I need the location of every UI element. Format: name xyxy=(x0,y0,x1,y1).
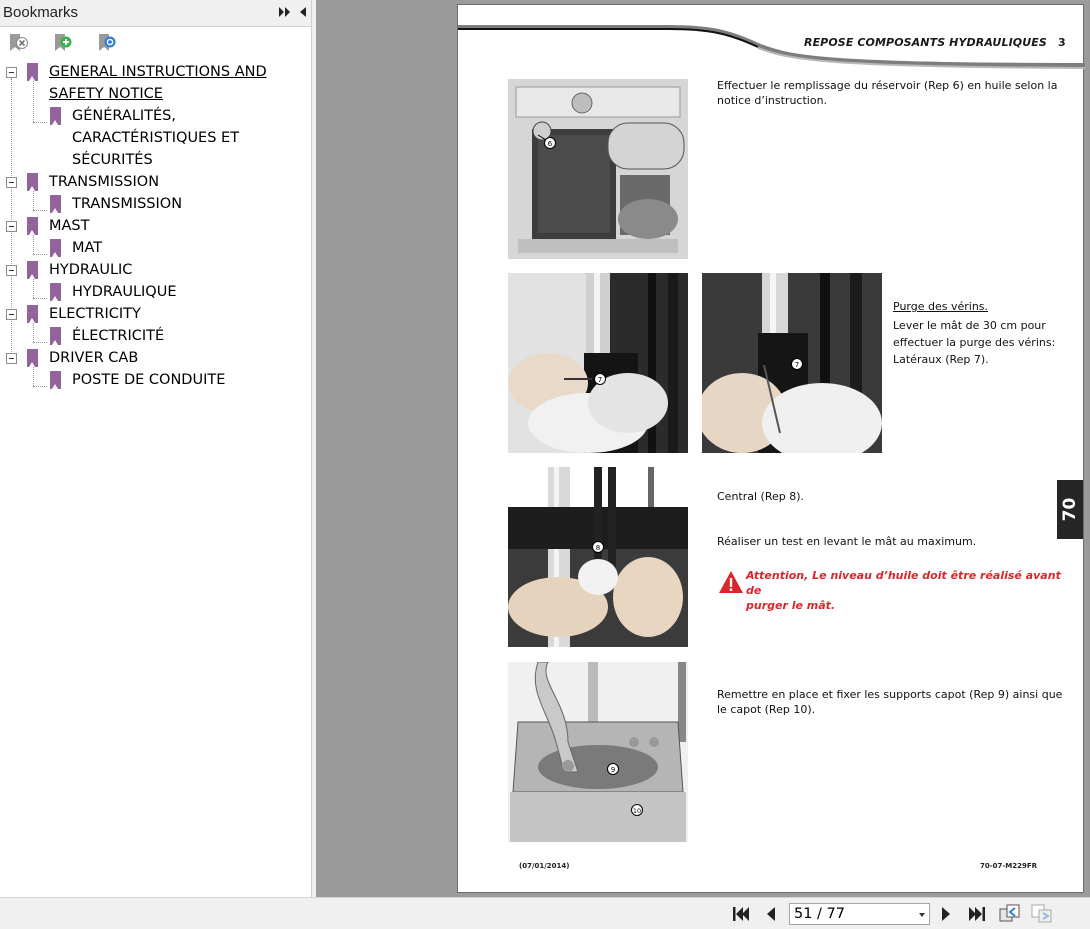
next-view-icon[interactable] xyxy=(1031,904,1053,924)
bookmark-flag-icon[interactable] xyxy=(27,305,38,323)
bookmark-item-driver-cab[interactable] xyxy=(0,347,311,369)
collapse-toggle-icon[interactable] xyxy=(6,309,17,320)
document-view[interactable] xyxy=(316,0,1090,897)
warning-text xyxy=(746,568,1066,613)
bookmark-flag-icon[interactable] xyxy=(27,261,38,279)
bookmarks-toolbar xyxy=(0,27,311,61)
bookmark-label[interactable]: DRIVER CAB xyxy=(49,350,139,366)
text-line: purger le mât. xyxy=(746,599,836,612)
bookmarks-panel xyxy=(0,0,312,897)
previous-page-icon[interactable] xyxy=(761,904,781,924)
text-line: effectuer la purge des vérins: xyxy=(893,336,1056,349)
bookmark-label[interactable]: POSTE DE CONDUITE xyxy=(72,372,226,388)
bookmark-label[interactable]: GÉNÉRALITÉS, xyxy=(72,108,176,124)
bookmark-item-electricite[interactable] xyxy=(0,325,311,347)
bookmark-item-hydraulic[interactable] xyxy=(0,259,311,281)
text-line: Effectuer le remplissage du réservoir (Rep 6) en huile selon la xyxy=(717,79,1058,92)
previous-view-icon[interactable] xyxy=(999,904,1021,924)
bookmark-item-mast[interactable] xyxy=(0,215,311,237)
step4-text xyxy=(717,687,1077,717)
bookmark-flag-icon[interactable] xyxy=(50,195,61,213)
callout-7b: 7 xyxy=(794,361,800,369)
step2-text xyxy=(893,317,1073,368)
bookmark-flag-icon[interactable] xyxy=(50,239,61,257)
callout-9: 9 xyxy=(610,766,616,774)
pdf-page xyxy=(457,4,1084,893)
bookmark-label[interactable]: CARACTÉRISTIQUES ET xyxy=(72,130,240,146)
text-line: Remettre en place et fixer les supports capot (Rep 9) ainsi que xyxy=(717,688,1063,701)
photo-reservoir xyxy=(508,79,688,259)
bookmarks-header xyxy=(0,0,311,27)
bookmark-item-mat[interactable] xyxy=(0,237,311,259)
bookmark-flag-icon[interactable] xyxy=(27,173,38,191)
footer-date: (07/01/2014) xyxy=(519,862,570,870)
step1-text xyxy=(717,78,1077,108)
purge-heading: Purge des vérins. xyxy=(893,300,989,313)
bookmark-label[interactable]: SAFETY NOTICE xyxy=(49,86,163,102)
bookmark-item-general-instructions[interactable] xyxy=(0,61,311,102)
bookmark-label[interactable]: TRANSMISSION xyxy=(72,196,183,212)
chapter-tab xyxy=(1057,480,1083,539)
callout-7: 7 xyxy=(597,376,603,384)
add-bookmark-icon[interactable] xyxy=(52,32,74,54)
callout-6: 6 xyxy=(547,140,553,148)
bookmark-item-transmission-fr[interactable] xyxy=(0,193,311,215)
last-page-icon[interactable] xyxy=(967,904,987,924)
callout-10: 10 xyxy=(632,807,642,815)
collapse-panel-icon[interactable] xyxy=(295,4,311,20)
first-page-icon[interactable] xyxy=(731,904,751,924)
text-line: le capot (Rep 10). xyxy=(717,703,816,716)
bookmark-label[interactable]: SÉCURITÉS xyxy=(72,152,153,168)
callout-8: 8 xyxy=(595,544,601,552)
bookmark-label[interactable]: MAT xyxy=(72,240,103,256)
step3-text-central: Central (Rep 8). xyxy=(717,490,805,503)
bookmark-flag-icon[interactable] xyxy=(27,63,38,81)
text-line: Latéraux (Rep 7). xyxy=(893,353,989,366)
bookmark-flag-icon[interactable] xyxy=(50,371,61,389)
collapse-toggle-icon[interactable] xyxy=(6,221,17,232)
collapse-toggle-icon[interactable] xyxy=(6,67,17,78)
bookmark-flag-icon[interactable] xyxy=(50,283,61,301)
next-page-icon[interactable] xyxy=(936,904,956,924)
photo-purge-right xyxy=(702,273,882,453)
bookmarks-title: Bookmarks xyxy=(3,4,79,21)
warning-icon xyxy=(718,570,744,594)
footer-reference: 70-07-M229FR xyxy=(980,862,1038,870)
page-number-field[interactable] xyxy=(789,903,930,925)
bookmark-item-transmission[interactable] xyxy=(0,171,311,193)
bookmark-item-electricity[interactable] xyxy=(0,303,311,325)
photo-purge-left xyxy=(508,273,688,453)
bookmark-flag-icon[interactable] xyxy=(27,349,38,367)
collapse-toggle-icon[interactable] xyxy=(6,177,17,188)
collapse-toggle-icon[interactable] xyxy=(6,353,17,364)
photo-central-purge xyxy=(508,467,688,647)
collapse-toggle-icon[interactable] xyxy=(6,265,17,276)
text-line: notice d’instruction. xyxy=(717,94,828,107)
page-number: 3 xyxy=(1058,36,1066,49)
bookmark-flag-icon[interactable] xyxy=(50,107,61,125)
step3-text-test: Réaliser un test en levant le mât au maximum. xyxy=(717,535,977,548)
page-section-title: REPOSE COMPOSANTS HYDRAULIQUES xyxy=(804,36,1047,49)
bookmark-flag-icon[interactable] xyxy=(50,327,61,345)
bookmark-item-generalites[interactable] xyxy=(0,105,311,168)
bookmark-item-hydraulique[interactable] xyxy=(0,281,311,303)
text-line: Attention, Le niveau d’huile doit être réalisé avant de xyxy=(746,569,1061,597)
navigation-bar xyxy=(0,897,1090,929)
bookmark-label[interactable]: HYDRAULIQUE xyxy=(72,284,177,300)
page-indicator: 51 / 77 xyxy=(794,906,846,922)
bookmark-label[interactable]: ELECTRICITY xyxy=(49,306,141,322)
chevron-down-icon[interactable] xyxy=(919,913,925,917)
chapter-number: 70 xyxy=(1060,497,1080,522)
photo-hood xyxy=(508,662,688,842)
bookmark-label[interactable]: HYDRAULIC xyxy=(49,262,133,278)
bookmark-label[interactable]: TRANSMISSION xyxy=(49,174,160,190)
bookmark-flag-icon[interactable] xyxy=(27,217,38,235)
panel-options-icon[interactable] xyxy=(277,4,293,20)
bookmark-label[interactable]: GENERAL INSTRUCTIONS AND xyxy=(49,64,267,80)
bookmark-label[interactable]: ÉLECTRICITÉ xyxy=(72,328,165,344)
find-bookmark-icon[interactable] xyxy=(96,32,118,54)
bookmark-item-poste-de-conduite[interactable] xyxy=(0,369,311,391)
text-line: Lever le mât de 30 cm pour xyxy=(893,319,1046,332)
bookmark-label[interactable]: MAST xyxy=(49,218,90,234)
delete-bookmark-icon[interactable] xyxy=(7,32,29,54)
